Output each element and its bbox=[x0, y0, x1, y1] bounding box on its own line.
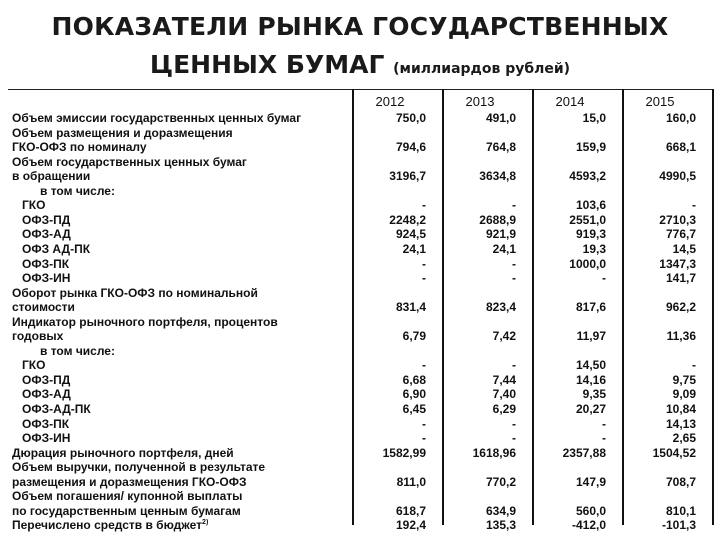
row-label-text: Объем выручки, полученной в результате bbox=[12, 461, 266, 475]
table-cell: 14,16 bbox=[575, 372, 606, 387]
row-label bbox=[22, 388, 362, 401]
table-cell: - bbox=[422, 256, 426, 271]
table-cell: 9,75 bbox=[672, 372, 696, 387]
table-row bbox=[0, 301, 720, 314]
table-cell: 4593,2 bbox=[569, 169, 606, 184]
table-row bbox=[0, 199, 720, 212]
table-row bbox=[0, 432, 720, 445]
table-cell: 811,0 bbox=[396, 474, 426, 489]
table-cell: 24,1 bbox=[492, 242, 516, 256]
row-label-text: Объем размещения и доразмещения bbox=[12, 126, 233, 140]
table-cell: 2710,3 bbox=[659, 212, 696, 227]
row-label bbox=[12, 476, 352, 489]
row-label-text: Перечислено средств в бюджет bbox=[12, 519, 203, 533]
table-cell: 9,35 bbox=[582, 387, 606, 402]
table-cell: 192,4 bbox=[395, 518, 426, 533]
table-cell: - bbox=[602, 431, 606, 446]
table-row bbox=[0, 258, 720, 271]
row-label bbox=[12, 156, 352, 169]
row-label bbox=[40, 345, 380, 358]
table-cell: 6,68 bbox=[402, 372, 426, 387]
table-cell: 491,0 bbox=[485, 111, 516, 125]
table-top-rule bbox=[8, 89, 714, 90]
table-cell: 2248,2 bbox=[389, 212, 426, 227]
table-cell: 770,2 bbox=[485, 474, 516, 489]
table-row bbox=[0, 388, 720, 401]
table-cell: 4990,5 bbox=[659, 169, 696, 184]
table-cell: 1618,96 bbox=[472, 445, 516, 460]
page-title-line2 bbox=[0, 50, 720, 79]
table-row bbox=[0, 127, 720, 140]
table-cell: 24,1 bbox=[402, 242, 426, 256]
row-label bbox=[12, 330, 352, 343]
table-row bbox=[0, 359, 720, 372]
table-cell: 1504,52 bbox=[652, 445, 696, 460]
table-cell: - bbox=[602, 271, 606, 286]
row-label bbox=[12, 461, 352, 474]
row-label bbox=[22, 432, 362, 445]
table-cell: 560,0 bbox=[575, 503, 606, 518]
row-label bbox=[22, 258, 362, 271]
table-cell: 11,36 bbox=[666, 329, 696, 344]
table-row bbox=[0, 287, 720, 300]
table-row bbox=[0, 374, 720, 387]
table-cell: 921,9 bbox=[485, 227, 516, 242]
table-cell: 2551,0 bbox=[569, 212, 606, 227]
row-label bbox=[12, 316, 352, 329]
table-cell: - bbox=[422, 416, 426, 431]
table-row bbox=[0, 476, 720, 489]
unit-label: (миллиардов рублей) bbox=[393, 61, 571, 77]
table-cell: - bbox=[602, 416, 606, 431]
table-cell: - bbox=[422, 431, 426, 446]
row-label-text: стоимости bbox=[12, 301, 75, 315]
page-title-line1: ПОКАЗАТЕЛИ РЫНКА ГОСУДАРСТВЕННЫХ bbox=[51, 12, 669, 41]
row-label-text: Объем эмиссии государственных ценных бумаг bbox=[12, 112, 302, 125]
table-cell: 2,65 bbox=[672, 431, 696, 446]
table-cell: 1582,99 bbox=[382, 445, 426, 460]
row-label bbox=[12, 141, 352, 154]
table-cell: 668,1 bbox=[665, 140, 696, 155]
row-label-text: ГКО bbox=[22, 359, 46, 373]
table-cell: 14,50 bbox=[575, 358, 606, 373]
table-cell: 7,42 bbox=[492, 329, 516, 344]
row-label-text: ГКО bbox=[22, 199, 46, 213]
row-label bbox=[12, 287, 352, 300]
table-row bbox=[0, 418, 720, 431]
table-cell: 6,45 bbox=[402, 402, 426, 416]
table-cell: - bbox=[512, 431, 516, 446]
table-cell: 160,0 bbox=[665, 111, 696, 125]
row-label-text: в обращении bbox=[12, 170, 91, 184]
table-cell: - bbox=[512, 271, 516, 286]
table-cell: 794,6 bbox=[395, 140, 426, 155]
table-row bbox=[0, 447, 720, 460]
row-label bbox=[12, 127, 352, 140]
row-label-text: ГКО-ОФЗ по номиналу bbox=[12, 141, 147, 155]
table-row bbox=[0, 505, 720, 518]
year-header: 2015 bbox=[645, 94, 675, 109]
table-cell: 924,5 bbox=[395, 227, 426, 242]
table-cell: - bbox=[422, 198, 426, 213]
row-label-text: ОФЗ-ПД bbox=[22, 373, 71, 387]
row-label-text: ОФЗ-АД-ПК bbox=[22, 403, 91, 416]
row-label-text: Индикатор рыночного портфеля, процентов bbox=[12, 315, 278, 329]
row-label-text: ОФЗ-АД bbox=[22, 228, 71, 242]
row-label-text: размещения и доразмещения ГКО-ОФЗ bbox=[12, 475, 247, 489]
row-label-text: по государственным ценным бумагам bbox=[12, 504, 241, 518]
table-cell: 831,4 bbox=[395, 300, 426, 315]
table-cell: - bbox=[512, 358, 516, 373]
row-label bbox=[12, 112, 352, 125]
table-cell: - bbox=[512, 256, 516, 271]
table-cell: 708,7 bbox=[665, 474, 696, 489]
table-cell: -101,3 bbox=[661, 518, 696, 533]
row-label-text: ОФЗ-АД bbox=[22, 388, 71, 402]
row-label-text: ОФЗ-ПК bbox=[22, 417, 70, 431]
table-cell: 2357,88 bbox=[562, 445, 606, 460]
table-cell: 103,6 bbox=[575, 198, 606, 213]
table-cell: 6,29 bbox=[492, 402, 516, 416]
table-cell: 7,40 bbox=[492, 387, 516, 402]
row-label bbox=[12, 490, 352, 503]
table-cell: 1000,0 bbox=[569, 256, 606, 271]
table-row bbox=[0, 316, 720, 329]
table-row bbox=[0, 214, 720, 227]
row-label-text: Объем погашения/ купонной выплаты bbox=[12, 490, 243, 504]
table-row bbox=[0, 185, 720, 198]
table-cell: 15,0 bbox=[582, 111, 606, 125]
table-cell: 135,3 bbox=[485, 518, 516, 533]
table-row bbox=[0, 461, 720, 474]
row-label bbox=[12, 170, 352, 183]
table-cell: 147,9 bbox=[575, 474, 606, 489]
row-label-text: в том числе: bbox=[40, 184, 115, 198]
table-cell: 6,90 bbox=[402, 387, 426, 402]
table-cell: -412,0 bbox=[571, 518, 606, 533]
table-row bbox=[0, 141, 720, 154]
table-cell: 823,4 bbox=[485, 300, 516, 315]
row-label bbox=[22, 214, 362, 227]
table-row bbox=[0, 228, 720, 241]
table-cell: - bbox=[512, 198, 516, 213]
year-header-row bbox=[0, 95, 720, 108]
row-label bbox=[22, 228, 362, 241]
row-label bbox=[22, 272, 362, 285]
table-cell: 10,84 bbox=[665, 402, 696, 416]
table-cell: 141,7 bbox=[665, 271, 696, 286]
table-cell: 20,27 bbox=[575, 402, 606, 416]
table-cell: 6,79 bbox=[402, 329, 426, 344]
row-label-text: годовых bbox=[12, 330, 64, 344]
table-cell: 2688,9 bbox=[479, 212, 516, 227]
row-label-text: в том числе: bbox=[40, 344, 115, 358]
table-cell: 14,13 bbox=[665, 416, 696, 431]
table-cell: 919,3 bbox=[575, 227, 606, 242]
table-cell: 14,5 bbox=[672, 242, 696, 256]
table-row bbox=[0, 519, 720, 532]
row-label bbox=[12, 301, 352, 314]
table-cell: 634,9 bbox=[485, 503, 516, 518]
table-cell: - bbox=[692, 358, 696, 373]
table-row bbox=[0, 330, 720, 343]
row-label-text: ОФЗ-ПД bbox=[22, 213, 71, 227]
table-row bbox=[0, 490, 720, 503]
row-label bbox=[12, 519, 352, 532]
table-cell: 1347,3 bbox=[659, 256, 696, 271]
table-cell: 9,09 bbox=[672, 387, 696, 402]
table-cell: 159,9 bbox=[575, 140, 606, 155]
table-row bbox=[0, 156, 720, 169]
row-label bbox=[22, 374, 362, 387]
row-label bbox=[12, 505, 352, 518]
table-cell: - bbox=[422, 271, 426, 286]
table-cell: 750,0 bbox=[395, 111, 426, 125]
table-row bbox=[0, 170, 720, 183]
row-label bbox=[22, 418, 362, 431]
row-label-text: Оборот рынка ГКО-ОФЗ по номинальной bbox=[12, 286, 258, 300]
table-cell: 618,7 bbox=[395, 503, 426, 518]
table-cell: 3196,7 bbox=[389, 169, 426, 184]
row-label bbox=[22, 199, 362, 212]
table-cell: - bbox=[512, 416, 516, 431]
year-header: 2013 bbox=[465, 94, 495, 109]
table-row bbox=[0, 345, 720, 358]
row-label-text: ОФЗ-ИН bbox=[22, 272, 71, 286]
table-cell: 3634,8 bbox=[479, 169, 516, 184]
table-cell: - bbox=[692, 198, 696, 213]
table-row bbox=[0, 243, 720, 256]
table-cell: 776,7 bbox=[665, 227, 696, 242]
row-label bbox=[40, 185, 380, 198]
table-row bbox=[0, 112, 720, 125]
row-label bbox=[22, 403, 362, 416]
row-label bbox=[22, 243, 362, 256]
table-cell: 817,6 bbox=[575, 300, 606, 315]
row-label bbox=[22, 359, 362, 372]
table-cell: 810,1 bbox=[665, 503, 696, 518]
table-cell: - bbox=[422, 358, 426, 373]
row-label-text: ОФЗ АД-ПК bbox=[22, 243, 91, 256]
row-label-text: Объем государственных ценных бумаг bbox=[12, 155, 247, 169]
year-header: 2012 bbox=[375, 94, 405, 109]
table-row bbox=[0, 403, 720, 416]
table-cell: 764,8 bbox=[485, 140, 516, 155]
table-cell: 19,3 bbox=[582, 242, 606, 256]
row-label-text: ОФЗ-ПК bbox=[22, 257, 70, 271]
title-text: ЦЕННЫХ БУМАГ bbox=[149, 50, 385, 79]
table-cell: 7,44 bbox=[492, 372, 516, 387]
row-label-text: Дюрация рыночного портфеля, дней bbox=[12, 446, 234, 460]
row-label bbox=[12, 447, 352, 460]
year-header: 2014 bbox=[555, 94, 585, 109]
row-label-text: ОФЗ-ИН bbox=[22, 432, 71, 446]
table-cell: 962,2 bbox=[665, 300, 696, 315]
footnote-marker: 2) bbox=[202, 519, 209, 527]
table-cell: 11,97 bbox=[576, 329, 606, 344]
table-row bbox=[0, 272, 720, 285]
